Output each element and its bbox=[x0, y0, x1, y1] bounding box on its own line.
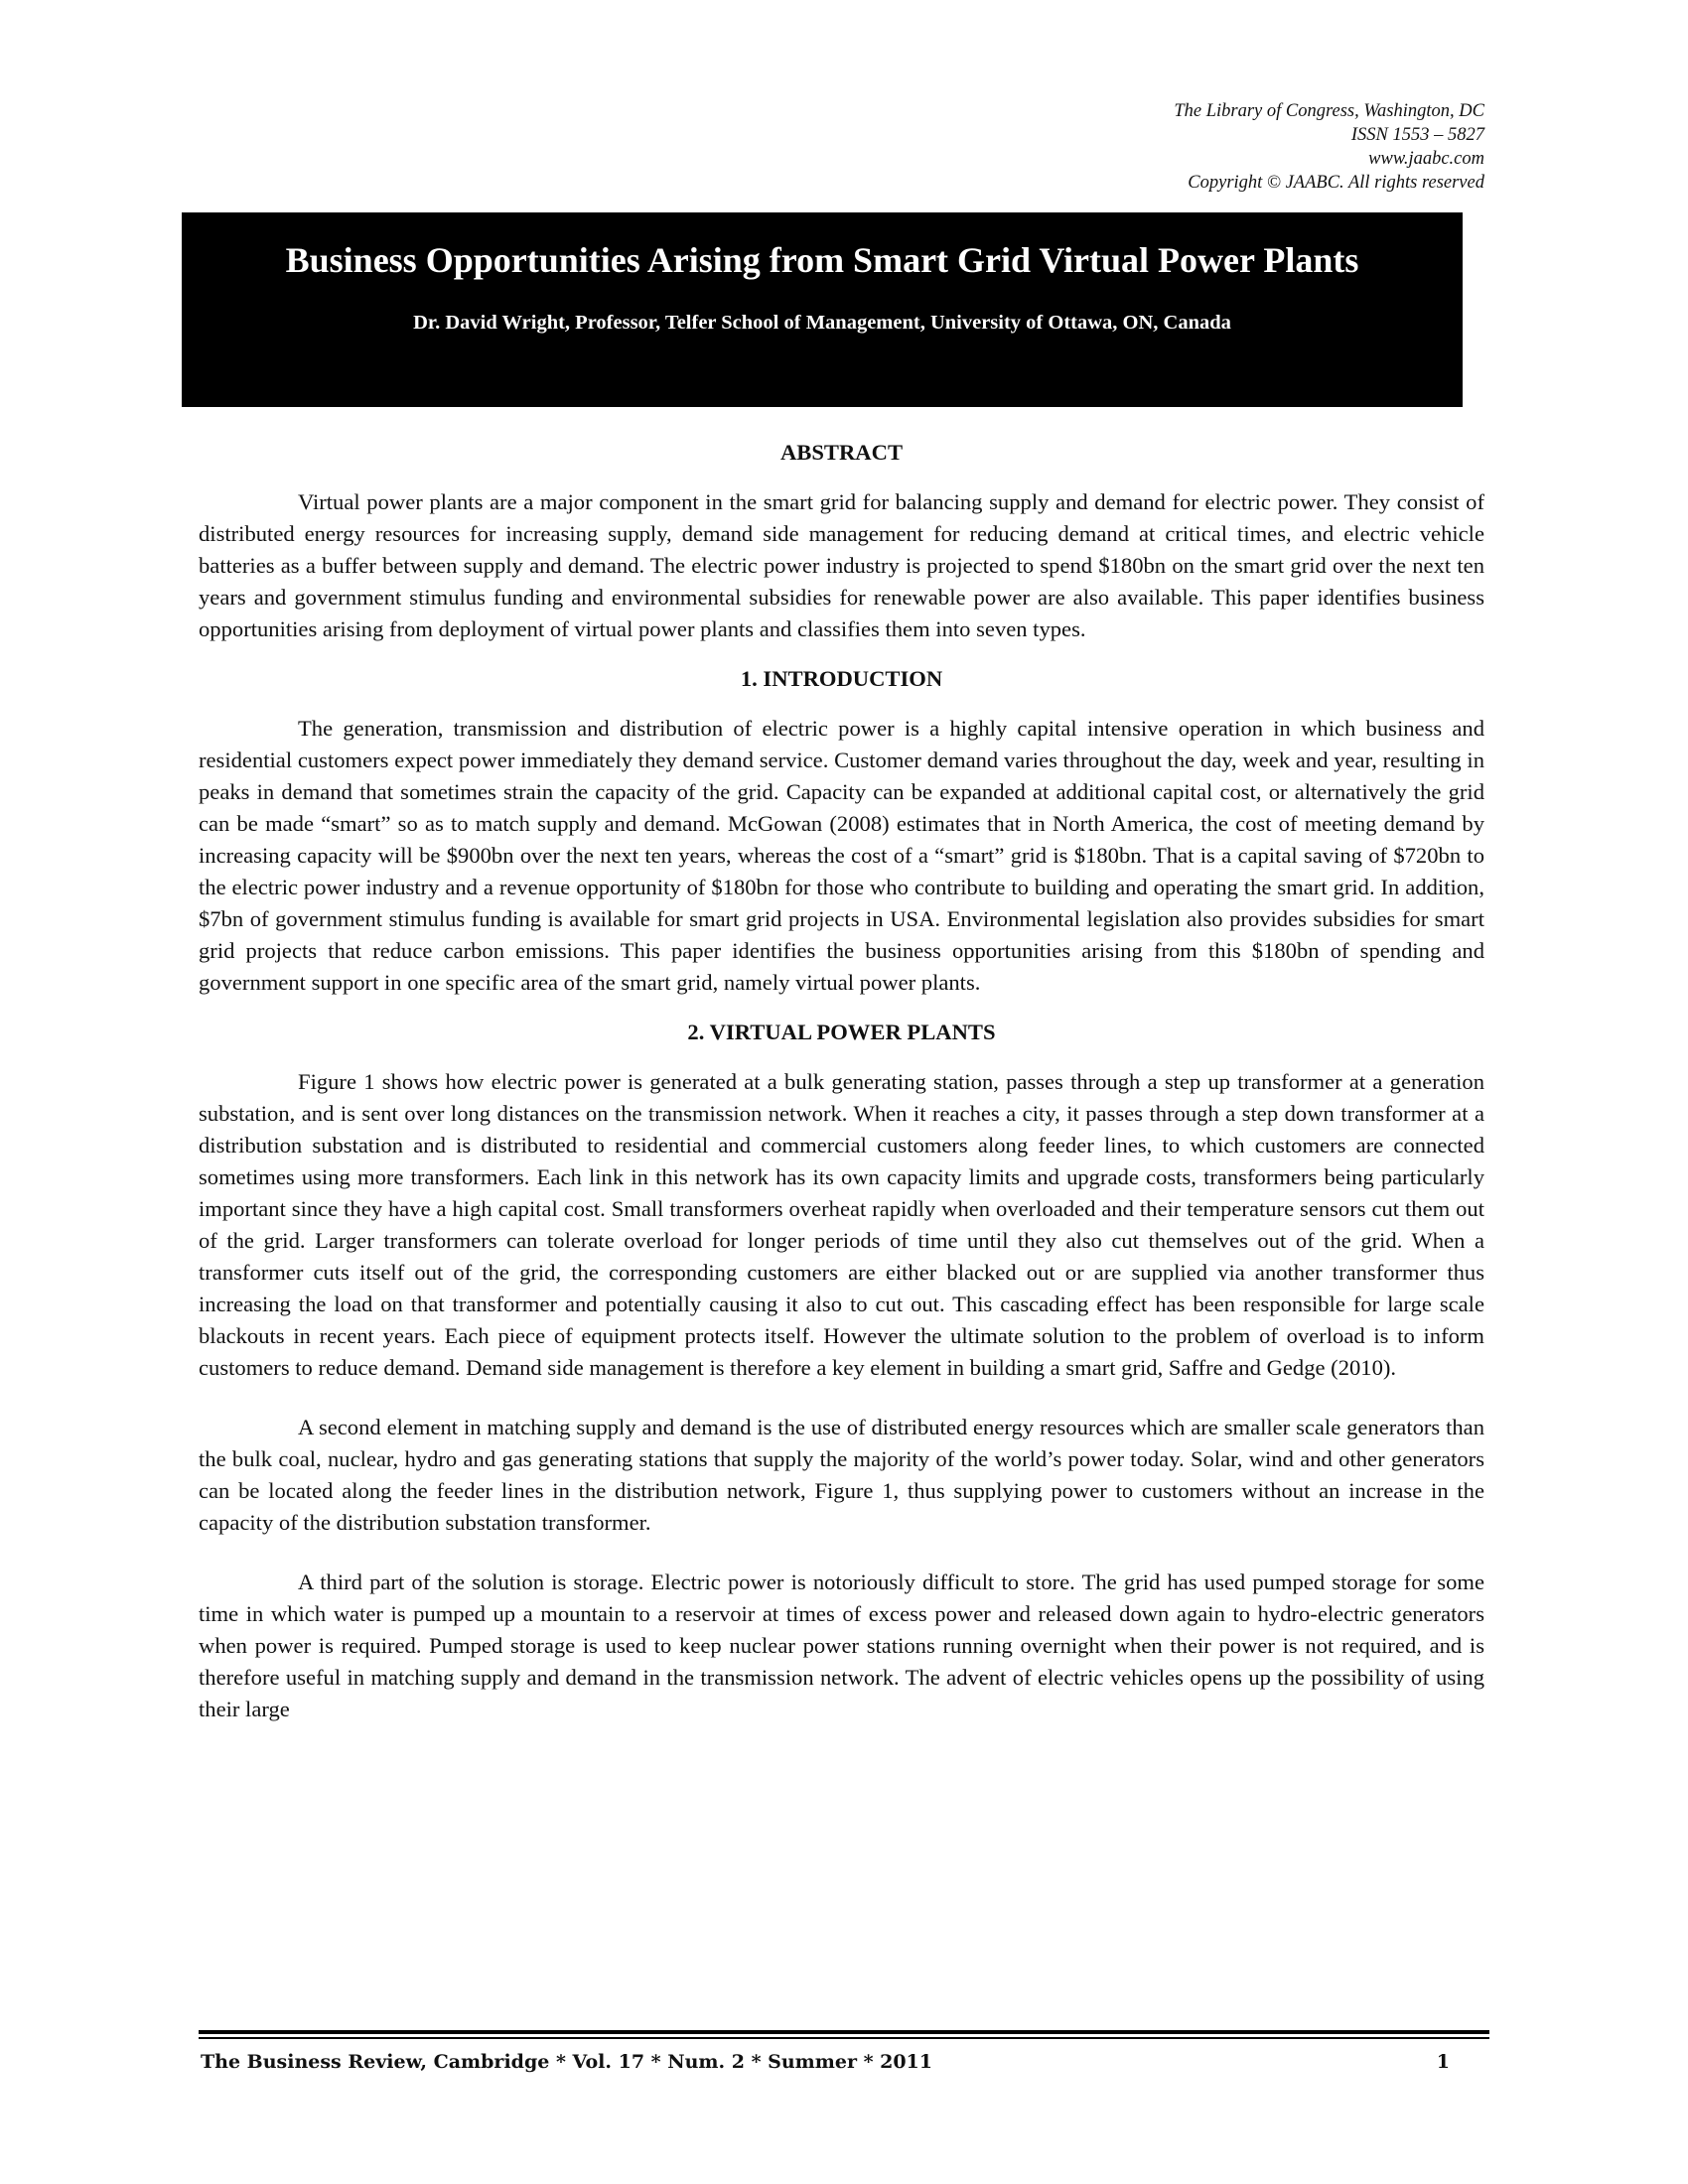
journal-meta bbox=[1174, 99, 1484, 195]
paper-body bbox=[199, 437, 1484, 1743]
meta-copyright: Copyright © JAABC. All rights reserved bbox=[1188, 173, 1484, 193]
footer-rule-thin bbox=[199, 2037, 1489, 2039]
introduction-text: The generation, transmission and distribution of electric power is a highly capital intensive operation in which business and residential customers expect power immediately they demand service. Customer demand varies throughout the day, week and year, resulting in peaks in demand that sometimes strain the capacity of the grid. Capacity can be expanded at additional capital cost, or alternatively the grid can be made “smart” so as to match supply and demand. McGowan (2008) estimates that in North America, the cost of meeting demand by increasing capacity will be $900bn over the next ten years, whereas the cost of a “smart” grid is $180bn. That is a capital saving of $720bn to the electric power industry and a revenue opportunity of $180bn for those who contribute to building and operating the smart grid. In addition, $7bn of government stimulus funding is available for smart grid projects in USA. Environmental legislation also provides subsidies for smart grid projects that reduce carbon emissions. This paper identifies the business opportunities arising from this $180bn of spending and government support in one specific area of the smart grid, namely virtual power plants. bbox=[199, 716, 1484, 995]
vpp-paragraph-2: A second element in matching supply and demand is the use of distributed energy resources which are smaller scale generators than the bulk coal, nuclear, hydro and gas generating stations that supply the majority of the world’s power today. Solar, wind and other generators can be located along the feeder lines in the distribution network, Figure 1, thus supplying power to customers without an increase in the capacity of the distribution substation transformer. bbox=[199, 1415, 1484, 1535]
abstract-heading: ABSTRACT bbox=[779, 440, 904, 465]
meta-issn: ISSN 1553 – 5827 bbox=[1350, 125, 1484, 145]
footer-rule-thick bbox=[199, 2030, 1489, 2034]
vpp-paragraph-3: A third part of the solution is storage. Electric power is notoriously difficult to store. The grid has used pumped storage for some time in which water is pumped up a mountain to a reservoir at times of excess power and released down again to hydro-electric generators when power is required. Pumped storage is used to keep nuclear power stations running overnight when their power is not required, and is therefore useful in matching supply and demand in the transmission network. The advent of electric vehicles opens up the possibility of using their large bbox=[199, 1570, 1484, 1721]
page-number: 1 bbox=[1436, 2051, 1450, 2073]
title-banner bbox=[182, 212, 1463, 407]
footer-journal: The Business Review, Cambridge * Vol. 17 * Num. 2 * Summer * 2011 bbox=[201, 2051, 933, 2073]
meta-library: The Library of Congress, Washington, DC bbox=[1174, 101, 1484, 121]
meta-website: www.jaabc.com bbox=[1368, 149, 1484, 169]
author-line: Dr. David Wright, Professor, Telfer School of Management, University of Ottawa, ON, Canada bbox=[413, 312, 1231, 334]
abstract-text: Virtual power plants are a major component in the smart grid for balancing supply and demand for electric power. They consist of distributed energy resources for increasing supply, demand side management for reducing demand at critical times, and electric vehicle batteries as a buffer between supply and demand. The electric power industry is projected to spend $180bn on the smart grid over the next ten years and government stimulus funding and environmental subsidies for renewable power are also available. This paper identifies business opportunities arising from deployment of virtual power plants and classifies them into seven types. bbox=[199, 489, 1484, 641]
vpp-heading: 2. VIRTUAL POWER PLANTS bbox=[687, 1020, 996, 1044]
introduction-heading: 1. INTRODUCTION bbox=[740, 666, 943, 691]
vpp-paragraph-1: Figure 1 shows how electric power is generated at a bulk generating station, passes through a step up transformer at a generation substation, and is sent over long distances on the transmission network. When it reaches a city, it passes through a step down transformer at a distribution substation and is distributed to residential and commercial customers along feeder lines, to which customers are connected sometimes using more transformers. Each link in this network has its own capacity limits and upgrade costs, transformers being particularly important since they have a high capital cost. Small transformers overheat rapidly when overloaded and their temperature sensors cut them out of the grid. Larger transformers can tolerate overload for longer periods of time until they also cut themselves out of the grid. When a transformer cuts itself out of the grid, the corresponding customers are either blacked out or are supplied via another transformer thus increasing the load on that transformer and potentially causing it also to cut out. This cascading effect has been responsible for large scale blackouts in recent years. Each piece of equipment protects itself. However the ultimate solution to the problem of overload is to inform customers to reduce demand. Demand side management is therefore a key element in building a smart grid, Saffre and Gedge (2010). bbox=[199, 1069, 1484, 1380]
paper-title: Business Opportunities Arising from Smart Grid Virtual Power Plants bbox=[285, 240, 1359, 280]
